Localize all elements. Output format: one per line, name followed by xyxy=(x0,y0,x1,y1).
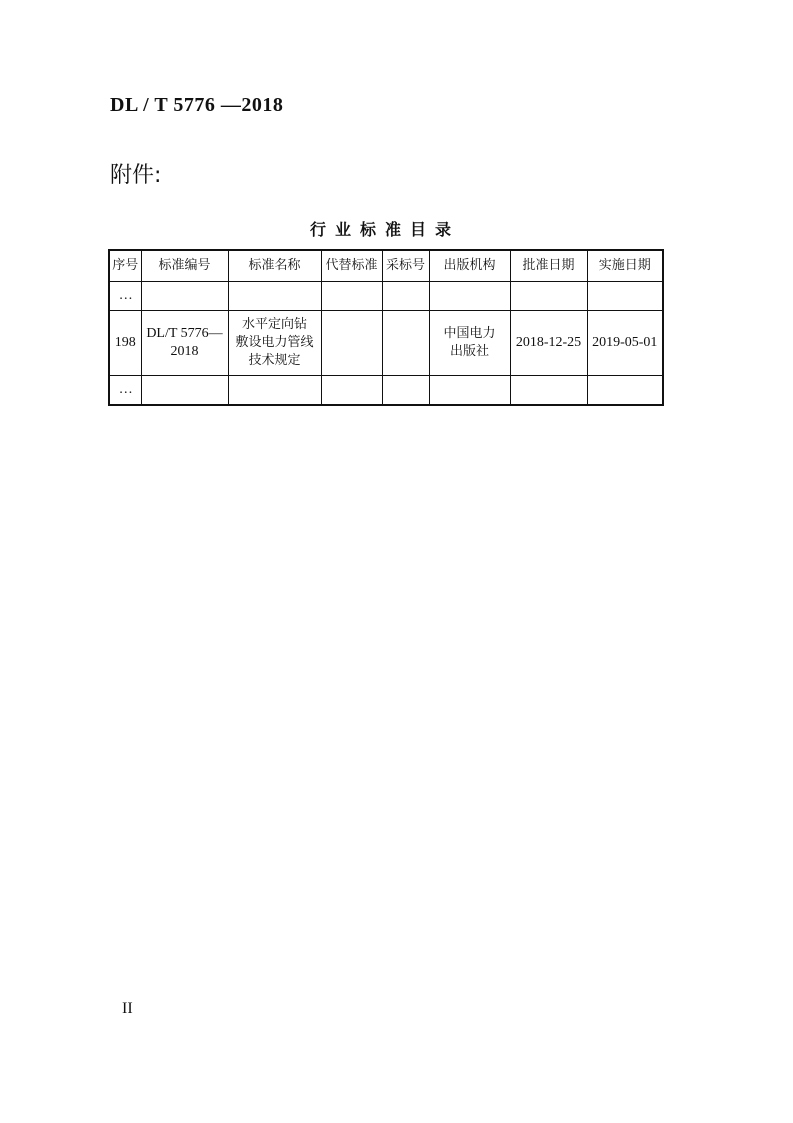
cell-name xyxy=(228,311,321,376)
empty-cell xyxy=(510,376,587,406)
attachment-label: 附件: xyxy=(110,163,162,188)
empty-cell xyxy=(228,376,321,406)
column-header-effective-date: 实施日期 xyxy=(587,250,663,282)
cell-publisher-line: 中国电力 xyxy=(443,326,496,341)
empty-cell xyxy=(587,376,663,406)
cell-approval-date: 2018-12-25 xyxy=(510,311,587,376)
cell-effective-date: 2019-05-01 xyxy=(587,311,663,376)
column-header-adopted: 采标号 xyxy=(382,250,429,282)
table-header-row xyxy=(109,250,663,282)
empty-cell xyxy=(510,282,587,311)
cell-adopted xyxy=(382,311,429,376)
empty-cell xyxy=(429,376,510,406)
column-header-seq: 序号 xyxy=(109,250,141,282)
empty-cell xyxy=(321,376,382,406)
empty-cell xyxy=(587,282,663,311)
column-header-code: 标准编号 xyxy=(141,250,228,282)
cell-replaced xyxy=(321,311,382,376)
cell-publisher-line: 出版社 xyxy=(449,344,489,359)
table-row-ellipsis-top xyxy=(109,282,663,311)
empty-cell xyxy=(141,376,228,406)
cell-code xyxy=(141,311,228,376)
column-header-replaced: 代替标准 xyxy=(321,250,382,282)
table-row-ellipsis-bottom xyxy=(109,376,663,406)
empty-cell xyxy=(141,282,228,311)
cell-name-line: 敷设电力管线 xyxy=(235,335,314,350)
cell-publisher xyxy=(429,311,510,376)
ellipsis-cell: … xyxy=(109,376,141,406)
empty-cell xyxy=(382,282,429,311)
empty-cell xyxy=(228,282,321,311)
standard-code: DL / T 5776 —2018 xyxy=(110,94,284,116)
ellipsis-cell: … xyxy=(109,282,141,311)
column-header-name: 标准名称 xyxy=(228,250,321,282)
column-header-approval-date: 批准日期 xyxy=(510,250,587,282)
cell-code-line: DL/T 5776— xyxy=(146,326,223,341)
column-header-publisher: 出版机构 xyxy=(429,250,510,282)
table-row xyxy=(109,311,663,376)
empty-cell xyxy=(429,282,510,311)
cell-code-line: 2018 xyxy=(170,344,199,359)
cell-name-line: 水平定向钻 xyxy=(241,317,307,332)
cell-name-line: 技术规定 xyxy=(248,353,301,368)
standards-catalog-table xyxy=(108,249,664,406)
table-title: 行业标准目录 xyxy=(309,220,460,239)
empty-cell xyxy=(321,282,382,311)
page-number: II xyxy=(122,1000,133,1017)
empty-cell xyxy=(382,376,429,406)
cell-seq: 198 xyxy=(109,311,141,376)
